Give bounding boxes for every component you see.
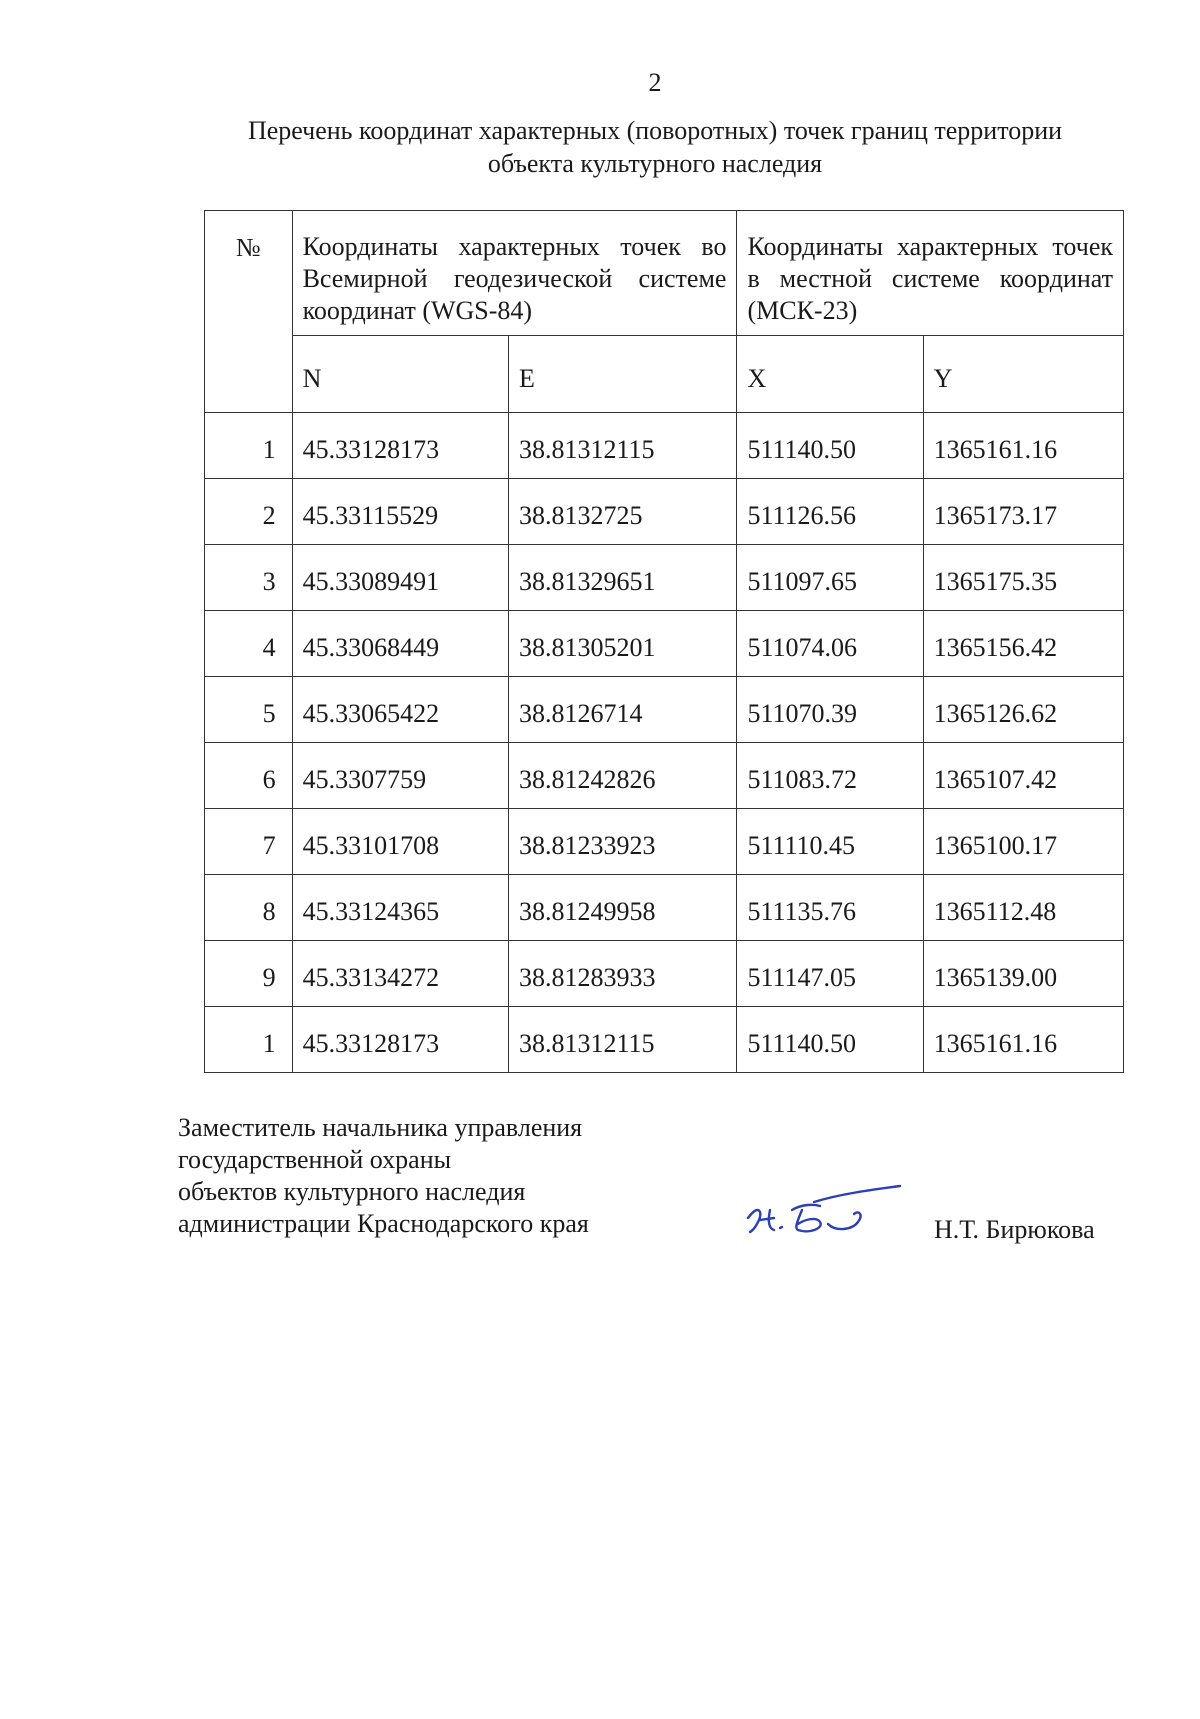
header-x: X	[737, 336, 923, 413]
cell-n: 45.3307759	[292, 743, 508, 809]
cell-x: 511140.50	[737, 413, 923, 479]
cell-x: 511074.06	[737, 611, 923, 677]
cell-e: 38.81312115	[508, 413, 736, 479]
table-header-row	[205, 211, 1124, 336]
signer-position-line-1: Заместитель начальника управления	[178, 1113, 583, 1142]
cell-e: 38.81233923	[508, 809, 736, 875]
page-number: 2	[648, 68, 662, 97]
cell-y: 1365112.48	[923, 875, 1123, 941]
table-row	[205, 611, 1124, 677]
cell-e: 38.81305201	[508, 611, 736, 677]
signature-block	[178, 1112, 589, 1240]
cell-n: 45.33065422	[292, 677, 508, 743]
cell-e: 38.81329651	[508, 545, 736, 611]
title-line-2: объекта культурного наследия	[487, 149, 823, 178]
cell-n: 45.33134272	[292, 941, 508, 1007]
cell-y: 1365161.16	[923, 1007, 1123, 1073]
table-row	[205, 479, 1124, 545]
cell-n: 45.33124365	[292, 875, 508, 941]
table-row	[205, 677, 1124, 743]
point-number: 3	[205, 545, 293, 611]
cell-n: 45.33101708	[292, 809, 508, 875]
signer-position-line-3: объектов культурного наследия	[178, 1177, 526, 1206]
point-number: 9	[205, 941, 293, 1007]
table-row	[205, 809, 1124, 875]
cell-y: 1365100.17	[923, 809, 1123, 875]
cell-e: 38.81283933	[508, 941, 736, 1007]
point-number: 5	[205, 677, 293, 743]
cell-x: 511083.72	[737, 743, 923, 809]
point-number: 7	[205, 809, 293, 875]
cell-e: 38.81242826	[508, 743, 736, 809]
cell-y: 1365173.17	[923, 479, 1123, 545]
header-msk23: Координаты характерных точек в местной системе координат (МСК-23)	[737, 211, 1124, 336]
cell-y: 1365161.16	[923, 413, 1123, 479]
point-number: 6	[205, 743, 293, 809]
cell-x: 511126.56	[737, 479, 923, 545]
point-number: 4	[205, 611, 293, 677]
cell-y: 1365156.42	[923, 611, 1123, 677]
signer-position-line-2: государственной охраны	[178, 1145, 452, 1174]
signer-name: Н.Т. Бирюкова	[934, 1215, 1095, 1244]
header-number: №	[205, 211, 293, 413]
cell-x: 511140.50	[737, 1007, 923, 1073]
table-row	[205, 743, 1124, 809]
cell-y: 1365175.35	[923, 545, 1123, 611]
cell-e: 38.81312115	[508, 1007, 736, 1073]
table-row	[205, 1007, 1124, 1073]
point-number: 8	[205, 875, 293, 941]
coordinates-table	[204, 210, 1124, 1073]
table-row	[205, 875, 1124, 941]
table-row	[205, 413, 1124, 479]
point-number: 1	[205, 1007, 293, 1073]
cell-x: 511070.39	[737, 677, 923, 743]
cell-x: 511147.05	[737, 941, 923, 1007]
document-title	[190, 114, 1120, 180]
title-line-1: Перечень координат характерных (поворотных) точек границ территории	[247, 116, 1063, 145]
point-number: 1	[205, 413, 293, 479]
cell-x: 511097.65	[737, 545, 923, 611]
table-body	[205, 413, 1124, 1073]
handwritten-signature	[740, 1180, 910, 1250]
cell-e: 38.8126714	[508, 677, 736, 743]
cell-y: 1365126.62	[923, 677, 1123, 743]
header-y: Y	[923, 336, 1123, 413]
cell-e: 38.81249958	[508, 875, 736, 941]
header-n: N	[292, 336, 508, 413]
header-e: E	[508, 336, 736, 413]
cell-y: 1365107.42	[923, 743, 1123, 809]
table-row	[205, 941, 1124, 1007]
cell-n: 45.33089491	[292, 545, 508, 611]
cell-n: 45.33128173	[292, 413, 508, 479]
table-subheader-row	[205, 336, 1124, 413]
cell-n: 45.33068449	[292, 611, 508, 677]
signer-position-line-4: администрации Краснодарского края	[178, 1209, 589, 1238]
cell-x: 511135.76	[737, 875, 923, 941]
header-wgs84: Координаты характерных точек во Всемирной геодезической системе координат (WGS-84)	[292, 211, 737, 336]
cell-n: 45.33128173	[292, 1007, 508, 1073]
table-row	[205, 545, 1124, 611]
cell-x: 511110.45	[737, 809, 923, 875]
cell-y: 1365139.00	[923, 941, 1123, 1007]
point-number: 2	[205, 479, 293, 545]
cell-e: 38.8132725	[508, 479, 736, 545]
cell-n: 45.33115529	[292, 479, 508, 545]
